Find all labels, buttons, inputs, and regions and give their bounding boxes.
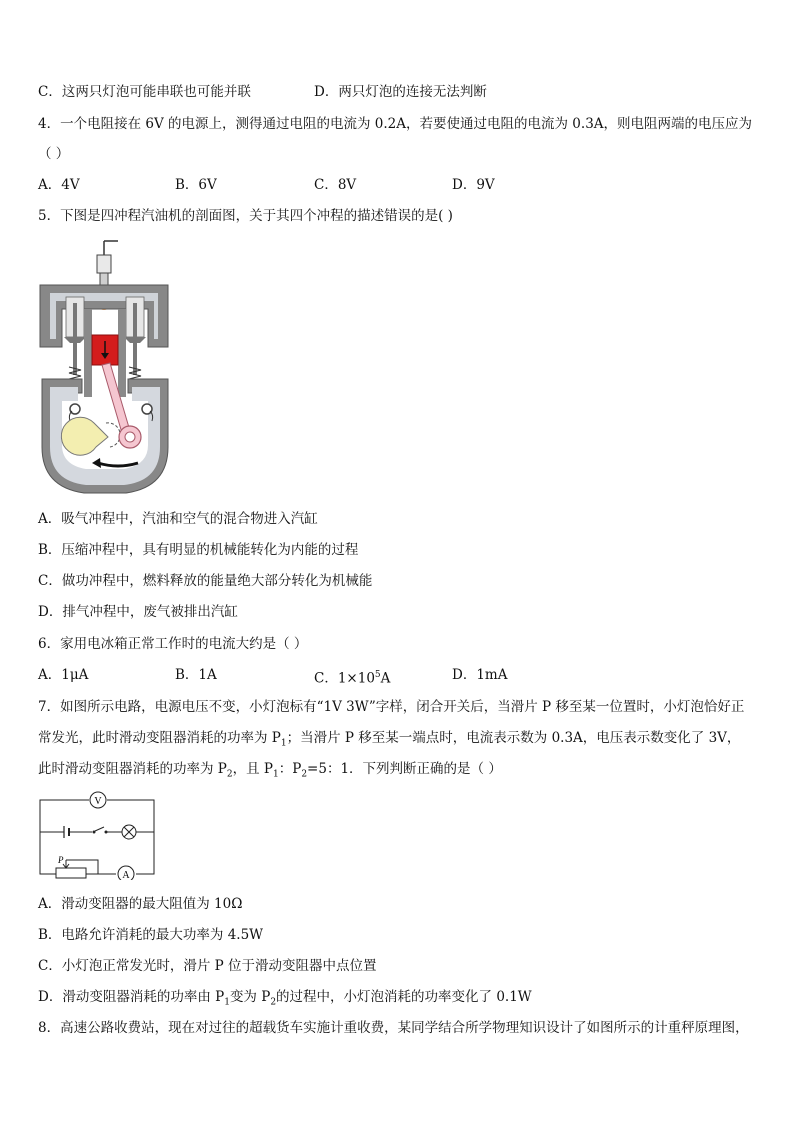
q7-line2-text-b: ；当滑片 P 移至某一端点时，电流表示数为 0.3A，电压表示数变化了 3V， xyxy=(286,730,741,746)
q7-option-d-sub2: 2 xyxy=(270,997,277,1008)
q6-option-a: A．1μA xyxy=(38,667,89,683)
q7-line3-text-a: 此时滑动变阻器消耗的功率为 P xyxy=(38,761,227,777)
q8-stem-line1: 8．高速公路收费站，现在对过往的超载货车实施计重收费，某同学结合所学物理知识设计了如图所示的计重秤原理图， xyxy=(38,1020,749,1036)
q6-option-c-base: C．1×10 xyxy=(314,670,375,687)
q7-line3-sub3: 2 xyxy=(301,769,308,780)
q6-option-d: D．1mA xyxy=(452,667,508,683)
q7-line3-text-d: =5：1．下列判断正确的是（ ） xyxy=(307,761,502,777)
q5-option-d: D．排气冲程中，废气被排出汽缸 xyxy=(38,604,238,620)
q6-stem: 6．家用电冰箱正常工作时的电流大约是（ ） xyxy=(38,636,308,652)
q7-option-d xyxy=(38,988,532,1012)
q4-stem-bracket: （ ） xyxy=(38,146,70,162)
voltmeter-label: V xyxy=(94,796,102,807)
q4-option-c: C．8V xyxy=(314,177,357,193)
engine-cross-section-figure xyxy=(34,237,176,495)
q5-option-b: B．压缩冲程中，具有明显的机械能转化为内能的过程 xyxy=(38,542,359,558)
q7-stem-line3 xyxy=(38,760,502,784)
q3-option-d: D．两只灯泡的连接无法判断 xyxy=(314,84,487,100)
q7-line3-sub1: 2 xyxy=(226,769,233,780)
q7-line2-subscript: 1 xyxy=(280,738,287,749)
q5-stem: 5．下图是四冲程汽油机的剖面图，关于其四个冲程的描述错误的是( ) xyxy=(38,208,453,224)
q7-option-a: A．滑动变阻器的最大阻值为 10Ω xyxy=(38,896,243,912)
ammeter-label: A xyxy=(122,870,130,880)
q7-option-d-text-a: D．滑动变阻器消耗的功率由 P xyxy=(38,989,225,1005)
q4-option-b: B．6V xyxy=(175,177,217,193)
q7-line3-sub2: 1 xyxy=(272,769,279,780)
q5-option-a: A．吸气冲程中，汽油和空气的混合物进入汽缸 xyxy=(38,511,318,527)
circuit-diagram-figure xyxy=(36,790,158,880)
q4-option-a: A．4V xyxy=(38,177,80,193)
q7-option-c: C．小灯泡正常发光时，滑片 P 位于滑动变阻器中点位置 xyxy=(38,958,377,974)
q7-option-d-sub1: 1 xyxy=(224,997,230,1008)
q7-line3-text-b: ，且 P xyxy=(232,761,273,777)
q6-option-c-unit: A xyxy=(380,670,391,687)
q7-option-d-text-b: 变为 P xyxy=(229,989,271,1005)
q7-option-d-text-c: 的过程中，小灯泡消耗的功率变化了 0.1W xyxy=(276,989,532,1005)
q7-line2-text-a: 常发光，此时滑动变阻器消耗的功率为 P xyxy=(38,730,281,746)
q5-option-c: C．做功冲程中，燃料释放的能量绝大部分转化为机械能 xyxy=(38,573,373,589)
q3-option-c: C．这两只灯泡可能串联也可能并联 xyxy=(38,84,251,100)
q4-stem: 4．一个电阻接在 6V 的电源上，测得通过电阻的电流为 0.2A，若要使通过电阻的电流为 0.3A，则电阻两端的电压应为 xyxy=(38,116,753,132)
q7-option-b: B．电路允许消耗的最大功率为 4.5W xyxy=(38,927,264,943)
q6-option-c xyxy=(314,666,390,688)
q6-option-c-exponent: 5 xyxy=(374,670,381,680)
slider-label: P xyxy=(58,855,64,865)
q7-stem-line1: 7．如图所示电路，电源电压不变，小灯泡标有“1V 3W”字样，闭合开关后，当滑片 P 移至某一位置时，小灯泡恰好正 xyxy=(38,699,745,715)
rheostat-symbol xyxy=(56,868,86,878)
q4-option-d: D．9V xyxy=(452,177,495,193)
q7-stem-line2 xyxy=(38,729,740,753)
q6-option-b: B．1A xyxy=(175,667,217,683)
q7-line3-text-c: ：P xyxy=(278,761,302,777)
